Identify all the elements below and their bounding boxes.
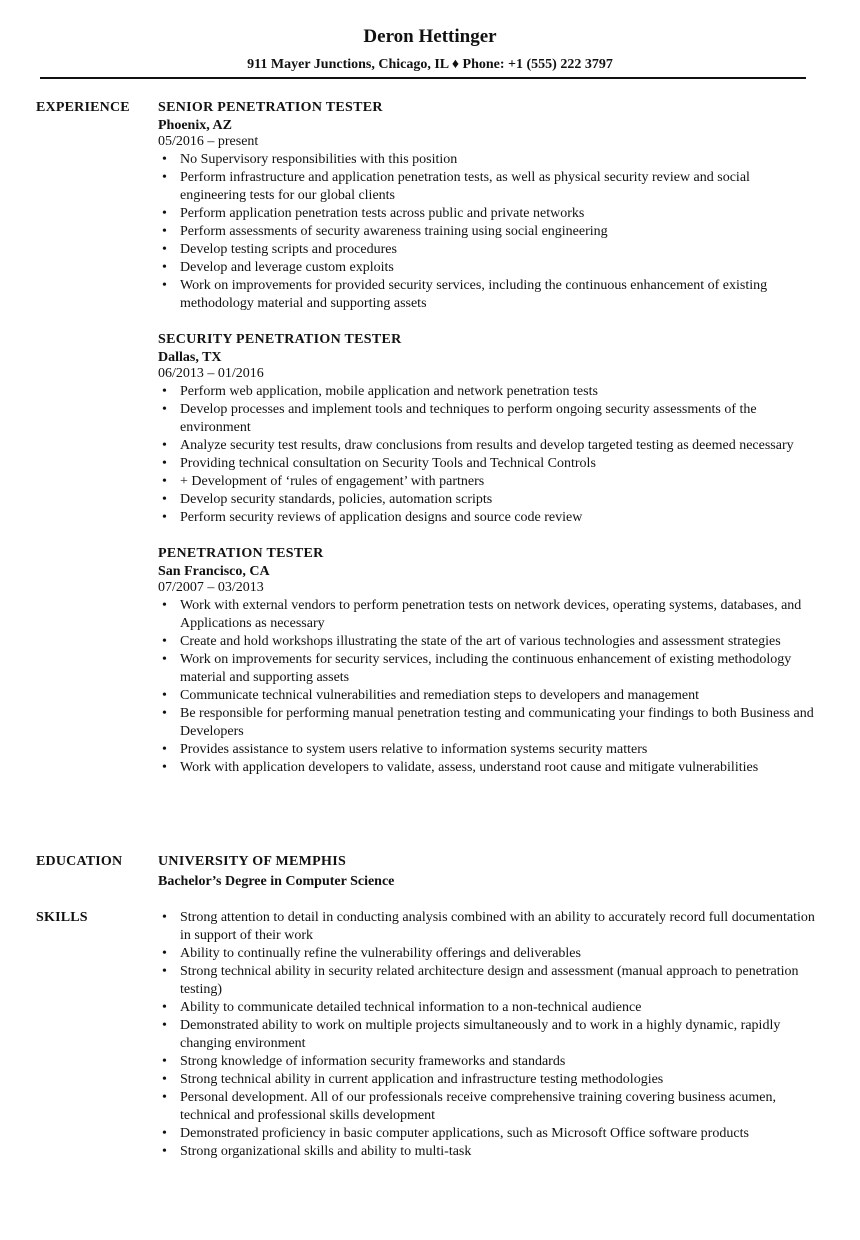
skills-list [158,909,818,1161]
school-name: UNIVERSITY OF MEMPHIS [158,854,347,869]
job-entry [158,99,818,313]
job-bullet: • Create and hold workshops illustrating the state of the art of various technologies and assessment strategies [158,633,818,651]
contact-line: 911 Mayer Junctions, Chicago, IL ♦ Phone: +1 (555) 222 3797 [247,57,613,72]
job-bullet: • Provides assistance to system users relative to information systems security matters [158,741,818,759]
skill-item: • Ability to continually refine the vulnerability offerings and deliverables [158,945,818,963]
education-body [158,853,818,891]
skill-item: • Strong technical ability in current application and infrastructure testing methodologies [158,1071,818,1089]
job-entry [158,331,818,527]
job-bullet: • Providing technical consultation on Security Tools and Technical Controls [158,455,818,473]
skill-item: • Demonstrated ability to work on multiple projects simultaneously and to work in a highly dynamic, rapidly changing environment [158,1017,818,1053]
degree: Bachelor’s Degree in Computer Science [158,874,395,889]
job-location: Dallas, TX [158,350,222,365]
job-bullet: • No Supervisory responsibilities with this position [158,151,818,169]
job-bullet: • Communicate technical vulnerabilities and remediation steps to developers and management [158,687,818,705]
job-bullet: • Work with application developers to validate, assess, understand root cause and mitigate vulnerabilities [158,759,818,777]
skill-item: • Demonstrated proficiency in basic computer applications, such as Microsoft Office software products [158,1125,818,1143]
skills-heading: SKILLS [36,910,88,925]
job-dates: 05/2016 – present [158,134,259,149]
skill-item: • Ability to communicate detailed technical information to a non-technical audience [158,999,818,1017]
resume-header [0,24,860,74]
job-dates: 07/2007 – 03/2013 [158,580,264,595]
job-bullet: • Develop testing scripts and procedures [158,241,818,259]
job-bullet: • Perform web application, mobile application and network penetration tests [158,383,818,401]
job-bullet: • + Development of ‘rules of engagement’ with partners [158,473,818,491]
job-bullet: • Develop processes and implement tools and techniques to perform ongoing security assessments of the environment [158,401,818,437]
skill-item: • Strong knowledge of information security frameworks and standards [158,1053,818,1071]
job-title: SENIOR PENETRATION TESTER [158,100,383,115]
job-bullet: • Develop security standards, policies, automation scripts [158,491,818,509]
job-bullet: • Work on improvements for provided security services, including the continuous enhancement of existing methodology material and supporting assets [158,277,818,313]
job-bullet: • Perform assessments of security awareness training using social engineering [158,223,818,241]
job-bullet: • Work on improvements for security services, including the continuous enhancement of existing methodology material and supporting assets [158,651,818,687]
skill-item: • Strong technical ability in security related architecture design and assessment (manual approach to penetration testing) [158,963,818,999]
job-title: PENETRATION TESTER [158,546,324,561]
skill-item: • Strong attention to detail in conducting analysis combined with an ability to accurately record full documentation in support of their work [158,909,818,945]
job-bullets [158,383,818,527]
job-title: SECURITY PENETRATION TESTER [158,332,402,347]
job-bullet: • Perform application penetration tests across public and private networks [158,205,818,223]
job-entry [158,545,818,777]
job-bullet: • Develop and leverage custom exploits [158,259,818,277]
job-location: Phoenix, AZ [158,118,232,133]
experience-body [158,99,818,795]
candidate-name: Deron Hettinger [363,26,497,47]
education-heading: EDUCATION [36,854,123,869]
job-bullet: • Analyze security test results, draw conclusions from results and develop targeted testing as deemed necessary [158,437,818,455]
header-divider [40,77,806,79]
experience-heading: EXPERIENCE [36,100,130,115]
job-bullets [158,597,818,777]
skill-item: • Personal development. All of our professionals receive comprehensive training covering business acumen, technical and professional skills development [158,1089,818,1125]
job-bullet: • Perform infrastructure and application penetration tests, as well as physical security review and social engineering tests for our global clients [158,169,818,205]
job-location: San Francisco, CA [158,564,270,579]
skills-body [158,909,818,1161]
job-bullet: • Work with external vendors to perform penetration tests on network devices, operating systems, databases, and Applications as necessary [158,597,818,633]
job-bullets [158,151,818,313]
skill-item: • Strong organizational skills and ability to multi-task [158,1143,818,1161]
job-bullet: • Be responsible for performing manual penetration testing and communicating your findings to both Business and Developers [158,705,818,741]
job-dates: 06/2013 – 01/2016 [158,366,264,381]
job-bullet: • Perform security reviews of application designs and source code review [158,509,818,527]
